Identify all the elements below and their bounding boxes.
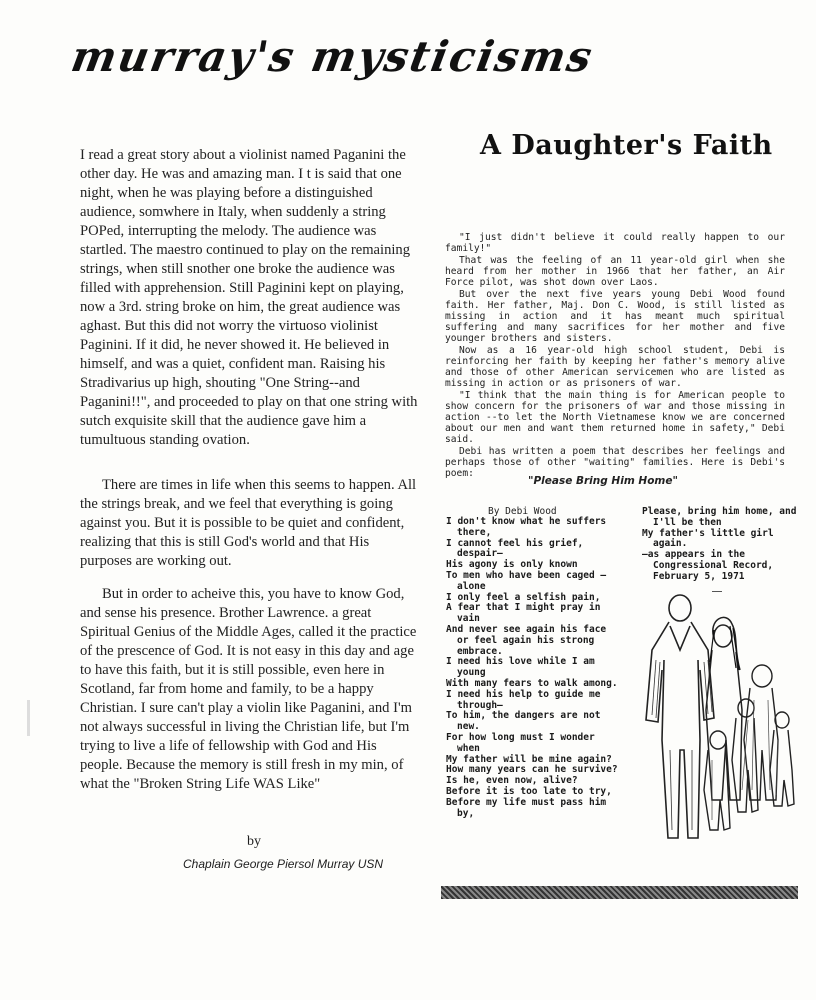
- poem-author: By Debi Wood: [488, 506, 557, 517]
- article-paragraph: "I just didn't believe it could really happen to our family!": [445, 232, 785, 254]
- byline-author: Chaplain George Piersol Murray USN: [183, 857, 384, 871]
- poem-line: I need his help to guide me through—: [446, 688, 601, 711]
- poem-source: —as appears in the Congressional Record, February 5, 1971: [642, 549, 774, 582]
- poem-lines-right: [642, 507, 812, 583]
- scan-artifact: [27, 700, 30, 736]
- poem-line: Before it is too late to try,: [446, 785, 612, 797]
- poem-line: Before my life must pass him by,: [446, 796, 607, 819]
- poem-line: I don't know what he suffers there,: [446, 516, 607, 538]
- poem-line: To men who have been caged — alone: [446, 569, 607, 592]
- poem-line: I need his love while I am young: [446, 656, 595, 679]
- poem-line: Is he, even now, alive?: [446, 775, 578, 787]
- article-body: [445, 232, 785, 480]
- column-paragraph: There are times in life when this seems to happen. All the strings break, and we feel that everything is going against you. But it is possible to be quiet and confident, realizing that this is still God's world and that His purposes are working out.: [80, 477, 417, 569]
- poem-title: "Please Bring Him Home": [528, 475, 678, 487]
- article-paragraph: But over the next five years young Debi Wood found faith. Her father, Maj. Don C. Wood, is still listed as missing in action and it has meant much spiritual suffering and many sacrifices for her mother and five younger brothers and sisters.: [445, 289, 785, 344]
- poem-line: My father will be mine again?: [446, 753, 612, 765]
- article-paragraph: Now as a 16 year-old high school student, Debi is reinforcing her faith by keeping her father's memory alive and those of other American servicemen who are listed as missing in action or as prisoners of war.: [445, 345, 785, 389]
- poem-line: Please, bring him home, and I'll be then: [642, 506, 797, 528]
- poem-line: How many years can he survive?: [446, 764, 618, 776]
- decorative-rule: [441, 886, 798, 899]
- article-paragraph: That was the feeling of an 11 year-old girl when she heard from her mother in 1966 that her father, an Air Force pilot, was shot down over Laos.: [445, 255, 785, 288]
- column-paragraph: I read a great story about a violinist named Paganini the other day. He was and amazing man. I t is said that one night, when he was playing before a distinguished audience, somwhere in Italy, when suddenly a string POPed, interrupting the melody. The audience was startled. The maestro continued to play on the remaining strings, when still snother one broke the audience was filled with apprehension. Still Paginini kept on playing, now a 3rd. string broke on him, the great audience was aghast. But this did not worry the virtuoso violinist Paginini. If it did, he never showed it. He believed in himself, and was a quiet, confident man. Raising his Stradivarius up high, shouting "One String--and Paganini!!", and proceeded to play on that one string with sutch exquisite skill that the audience gave him a tumultuous standing ovation.: [80, 147, 418, 448]
- article-title: A Daughter's Faith: [480, 130, 773, 161]
- poem-line: And never see again his face or feel again his strong embrace.: [446, 623, 607, 657]
- article-paragraph: "I think that the main thing is for American people to show concern for the prisoners of war and those missing in action --to let the North Vietnamese know we are concerned about our men and want them returned home in safety," Debi said.: [445, 390, 785, 445]
- poem-line: My father's little girl again.: [642, 527, 774, 550]
- family-illustration: [622, 590, 802, 848]
- poem-line: I cannot feel his grief, despair—: [446, 537, 584, 560]
- article-paragraph: Debi has written a poem that describes her feelings and perhaps those of other "waiting" families. Here is Debi's poem:: [445, 446, 785, 479]
- poem-line: For how long must I wonder when: [446, 731, 595, 754]
- poem-line: To him, the dangers are not new.: [446, 710, 601, 733]
- poem-line: A fear that I might pray in vain: [446, 602, 601, 625]
- poem-lines-left: [446, 517, 621, 819]
- column-paragraph: But in order to acheive this, you have to know God, and sense his presence. Brother Lawrence. a great Spiritual Genius of the Middle Ages, called it the practice of the prescence of God. It is not easy in this day and age to have this faith, but it is still possible, even here in Scotland, far from home and family, to be a happy Christian. I sure can't play a violin like Paganini, and I'm not always successful in living the Christian life, but I'm trying to live a life of fellowship with God and His people. Because the memory is still fresh in my min, of what the "Broken String Life WAS Like": [80, 586, 417, 792]
- column-body: [80, 146, 420, 820]
- column-masthead: murray's mysticisms: [67, 32, 598, 81]
- poem-line: His agony is only known: [446, 559, 578, 571]
- poem-line: I only feel a selfish pain,: [446, 591, 601, 603]
- byline-by: by: [247, 834, 261, 849]
- poem-line: With many fears to walk among.: [446, 677, 618, 689]
